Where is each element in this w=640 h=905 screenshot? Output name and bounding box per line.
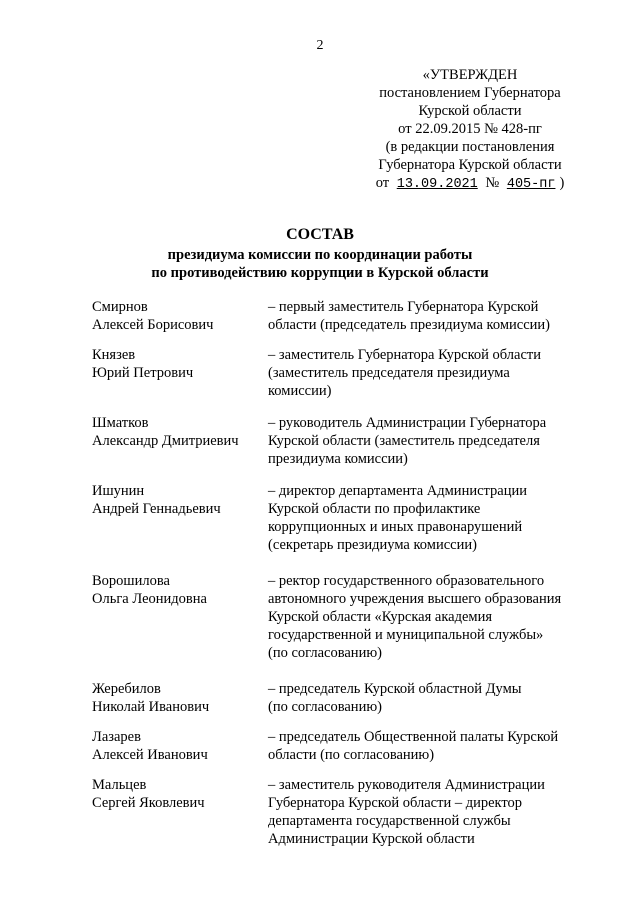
member-name [92, 346, 268, 400]
member-row [92, 414, 588, 468]
member-surname: Ворошилова [92, 573, 170, 589]
member-role [268, 680, 588, 716]
approval-date-prefix: от [375, 175, 390, 191]
approval-number-sign: № [485, 175, 500, 191]
member-role-text: – председатель Общественной палаты Курской области (по согласованию) [268, 729, 559, 763]
member-row [92, 572, 588, 662]
member-surname: Лазарев [92, 729, 141, 745]
approval-line-4: от 22.09.2015 № 428-пг [398, 121, 542, 137]
title-heading: СОСТАВ [286, 226, 354, 243]
member-name [92, 414, 268, 468]
member-name [92, 298, 268, 334]
member-given-names: Александр Дмитриевич [92, 433, 239, 449]
approval-line-7 [360, 174, 580, 194]
member-row [92, 680, 588, 716]
member-role-text: – заместитель руководителя Администрации Губернатора Курской области – директор департамента государственной службы Администрации Курской области [268, 777, 545, 847]
member-surname: Князев [92, 347, 136, 363]
member-row [92, 776, 588, 848]
approval-date: 13.09.2021 [396, 177, 478, 192]
member-surname: Смирнов [92, 299, 148, 315]
member-role-text: – первый заместитель Губернатора Курской области (председатель президиума комиссии) [268, 299, 550, 333]
approval-line-1: «УТВЕРЖДЕН [422, 67, 518, 83]
member-name [92, 728, 268, 764]
member-role [268, 298, 588, 334]
member-role [268, 346, 588, 400]
member-role [268, 728, 588, 764]
approval-number: 405-пг [506, 177, 556, 192]
member-name [92, 572, 268, 662]
approval-line-2: постановлением Губернатора [379, 85, 561, 101]
member-role-text: – руководитель Администрации Губернатора Курской области (заместитель председателя президиума комиссии) [268, 415, 547, 467]
member-row [92, 482, 588, 554]
member-row [92, 298, 588, 334]
members-list [92, 298, 588, 848]
member-role-text: – председатель Курской областной Думы (по согласованию) [268, 681, 522, 715]
member-row [92, 728, 588, 764]
member-surname: Жеребилов [92, 681, 161, 697]
member-given-names: Ольга Леонидовна [92, 591, 207, 607]
member-surname: Ишунин [92, 483, 145, 499]
title-subtitle-line-2: по противодействию коррупции в Курской области [151, 265, 489, 281]
page-number: 2 [316, 38, 324, 53]
member-role-text: – ректор государственного образовательного автономного учреждения высшего образования Курской области «Курская академия государственной и муниципальной службы» (по согласованию) [268, 573, 562, 661]
approval-line-6: Губернатора Курской области [378, 157, 562, 173]
approval-close-paren: ) [559, 175, 565, 191]
member-name [92, 680, 268, 716]
member-role [268, 776, 588, 848]
member-given-names: Сергей Яковлевич [92, 795, 205, 811]
member-role-text: – директор департамента Администрации Курской области по профилактике коррупционных и иных правонарушений (секретарь президиума комиссии) [268, 483, 528, 553]
member-role-text: – заместитель Губернатора Курской области (заместитель председателя президиума комиссии) [268, 347, 542, 399]
member-given-names: Николай Иванович [92, 699, 210, 715]
title-subtitle-line-1: президиума комиссии по координации работы [167, 247, 473, 263]
member-role [268, 572, 588, 662]
approval-stamp [360, 66, 580, 194]
approval-line-3: Курской области [418, 103, 522, 119]
approval-line-5: (в редакции постановления [385, 139, 555, 155]
member-given-names: Алексей Иванович [92, 747, 208, 763]
member-name [92, 482, 268, 554]
member-surname: Мальцев [92, 777, 147, 793]
member-surname: Шматков [92, 415, 149, 431]
member-role [268, 414, 588, 468]
member-role [268, 482, 588, 554]
member-given-names: Алексей Борисович [92, 317, 214, 333]
member-given-names: Юрий Петрович [92, 365, 194, 381]
member-row [92, 346, 588, 400]
member-name [92, 776, 268, 848]
member-given-names: Андрей Геннадьевич [92, 501, 221, 517]
document-title [0, 224, 640, 282]
